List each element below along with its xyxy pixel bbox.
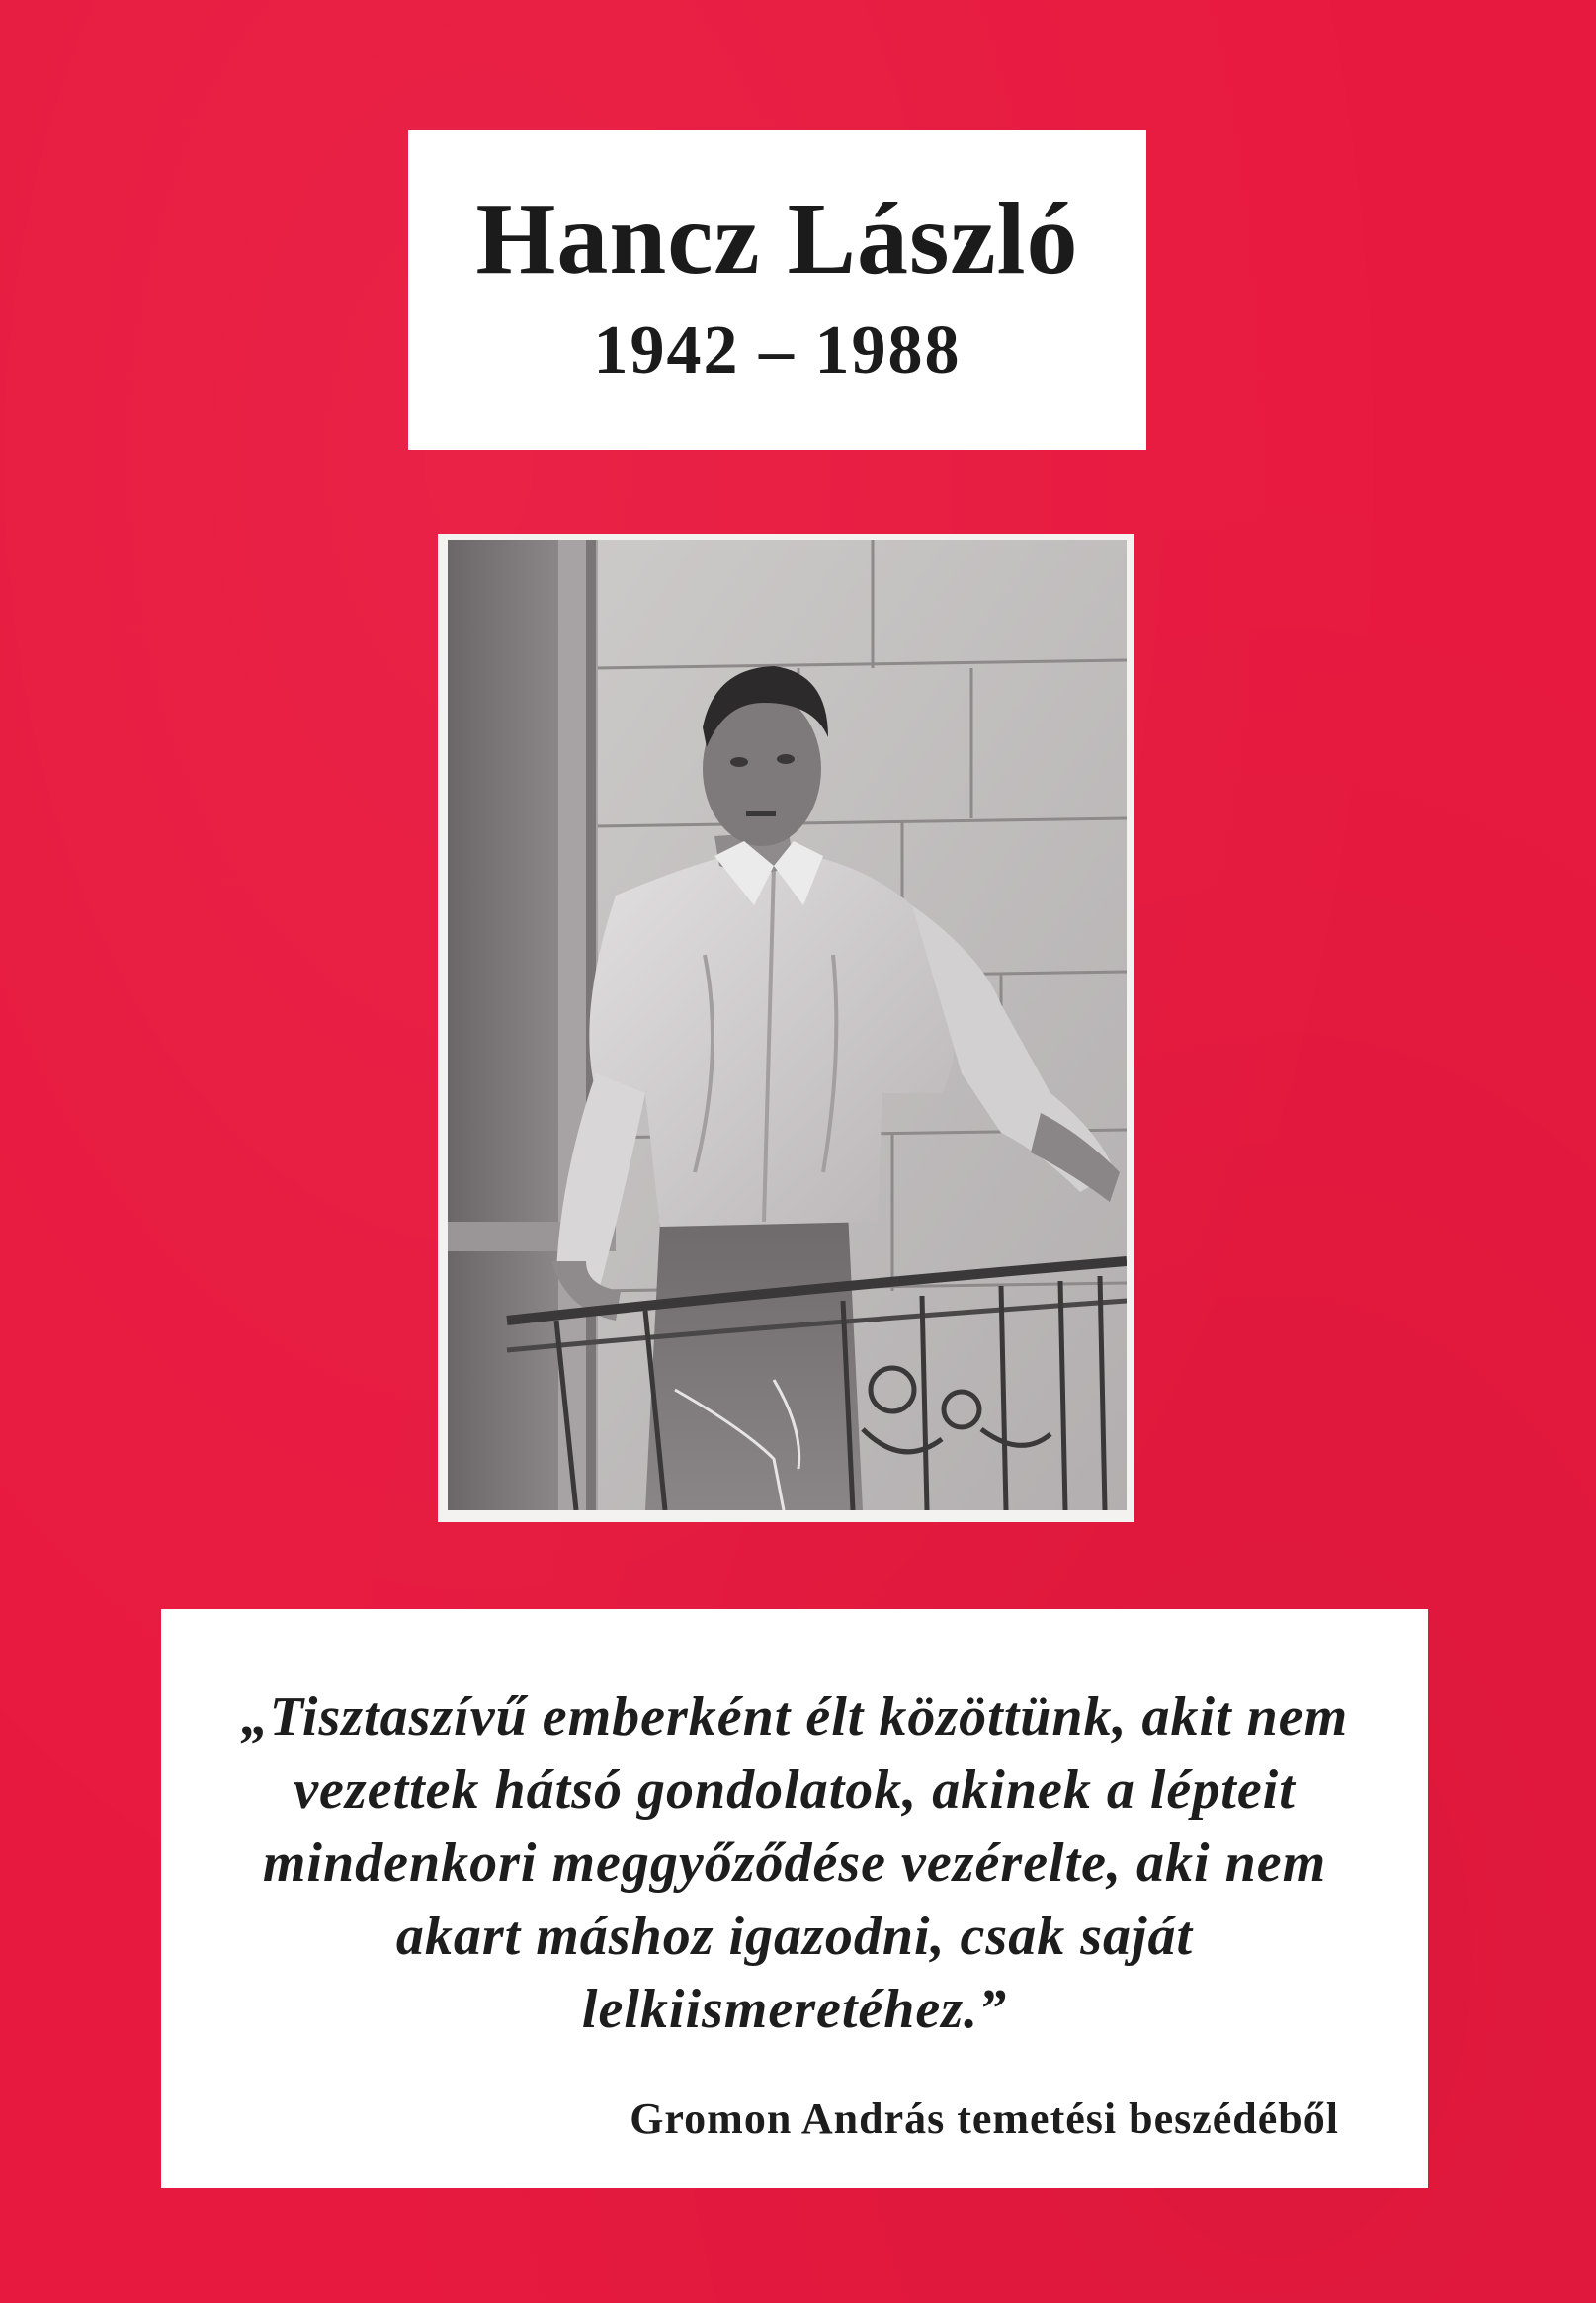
quote-text: „Tisztaszívű emberként élt közöttünk, akit nem vezettek hátsó gondolatok, akinek a lépteit mindenkori meggyőződése vezérelte, aki nem akart máshoz igazodni, csak saját lelkiismeretéhez.” [240, 1686, 1349, 2040]
window-recess [448, 540, 566, 1510]
quote-source: Gromon András temetési beszédéből [630, 2094, 1339, 2143]
title-card [408, 130, 1146, 450]
trousers [645, 1212, 863, 1510]
portrait-photo [448, 540, 1127, 1510]
quote-card [161, 1609, 1428, 2188]
life-years: 1942 – 1988 [593, 312, 962, 388]
photo-frame [438, 534, 1134, 1522]
person-name: Hancz László [475, 182, 1079, 296]
